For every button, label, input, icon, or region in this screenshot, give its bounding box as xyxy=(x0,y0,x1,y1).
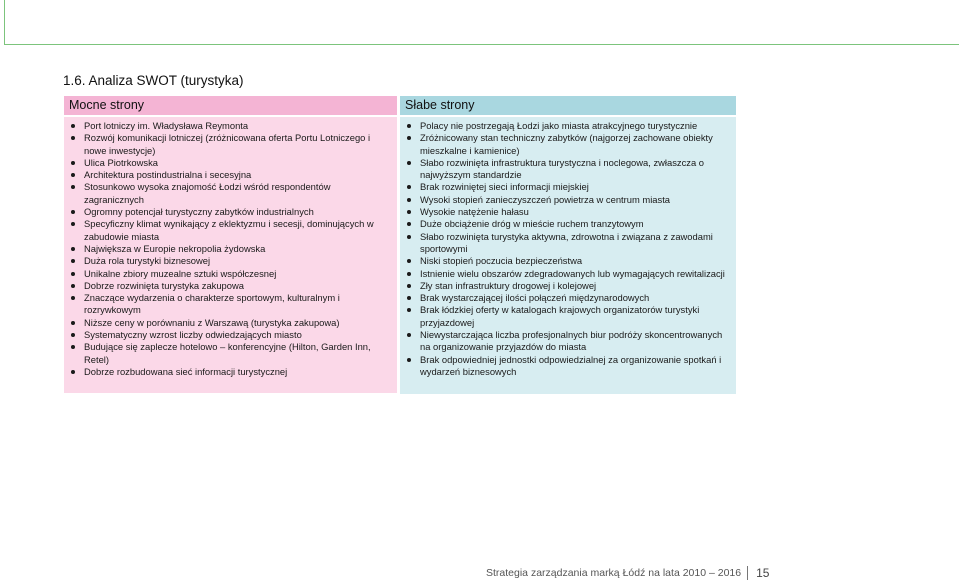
list-item xyxy=(69,157,389,169)
bullet-icon xyxy=(71,161,75,165)
weaknesses-body xyxy=(400,117,736,394)
list-item-text: Duże obciążenie dróg w mieście ruchem tranzytowym xyxy=(420,218,644,230)
bullet-icon xyxy=(71,272,75,276)
list-item-text: Zły stan infrastruktury drogowej i kolejowej xyxy=(420,279,597,291)
list-item xyxy=(69,292,389,317)
list-item xyxy=(405,280,728,292)
bullet-icon xyxy=(71,136,75,140)
strengths-panel xyxy=(64,96,397,393)
list-item xyxy=(69,255,389,267)
bullet-icon xyxy=(71,296,75,300)
list-item xyxy=(405,132,728,157)
list-item xyxy=(405,329,728,354)
list-item xyxy=(69,169,389,181)
list-item xyxy=(405,304,728,329)
list-item xyxy=(69,268,389,280)
bullet-icon xyxy=(71,222,75,226)
list-item xyxy=(405,268,728,280)
list-item-text: Brak łódzkiej oferty w katalogach krajowych organizatorów turystyki przyjazdowej xyxy=(420,304,700,328)
list-item-text: Ulica Piotrkowska xyxy=(84,156,158,168)
list-item-text: Istnienie wielu obszarów zdegradowanych lub wymagających rewitalizacji xyxy=(420,267,725,279)
list-item-text: Budujące się zaplecze hotelowo – konferencyjne (Hilton, Garden Inn, Retel) xyxy=(84,341,371,365)
list-item-text: Duża rola turystyki biznesowej xyxy=(84,255,211,267)
list-item-text: Znaczące wydarzenia o charakterze sportowym, kulturalnym i rozrywkowym xyxy=(84,292,340,316)
list-item xyxy=(405,206,728,218)
bullet-icon xyxy=(407,198,411,202)
weaknesses-list xyxy=(405,120,728,378)
bullet-icon xyxy=(71,173,75,177)
bullet-icon xyxy=(71,124,75,128)
bullet-icon xyxy=(71,333,75,337)
list-item-text: Brak wystarczającej ilości połączeń międzynarodowych xyxy=(420,292,650,304)
bullet-icon xyxy=(407,272,411,276)
list-item-text: Port lotniczy im. Władysława Reymonta xyxy=(84,120,249,131)
strengths-list xyxy=(69,120,389,378)
frame-line-horizontal xyxy=(4,44,959,45)
list-item xyxy=(69,206,389,218)
bullet-icon xyxy=(71,345,75,349)
bullet-icon xyxy=(407,161,411,165)
list-item-text: Brak odpowiedniej jednostki odpowiedzialnej za organizowanie spotkań i wydarzeń biznesowych xyxy=(420,353,722,377)
list-item-text: Ogromny potencjał turystyczny zabytków industrialnych xyxy=(84,206,314,218)
list-item-text: Niski stopień poczucia bezpieczeństwa xyxy=(420,255,583,267)
bullet-icon xyxy=(407,210,411,214)
page-number: 15 xyxy=(756,566,770,580)
list-item-text: Stosunkowo wysoka znajomość Łodzi wśród respondentów zagranicznych xyxy=(84,181,331,205)
bullet-icon xyxy=(71,284,75,288)
bullet-icon xyxy=(71,370,75,374)
list-item xyxy=(405,194,728,206)
list-item-text: Rozwój komunikacji lotniczej (zróżnicowana oferta Portu Lotniczego i nowe inwestycje) xyxy=(84,132,371,156)
bullet-icon xyxy=(407,222,411,226)
list-item xyxy=(69,280,389,292)
list-item xyxy=(405,354,728,379)
bullet-icon xyxy=(71,210,75,214)
list-item-text: Unikalne zbiory muzealne sztuki współczesnej xyxy=(84,267,277,279)
list-item-text: Wysoki stopień zanieczyszczeń powietrza w centrum miasta xyxy=(420,193,671,205)
footer-text: Strategia zarządzania marką Łódź na lata 2010 – 2016 xyxy=(486,567,742,579)
bullet-icon xyxy=(407,358,411,362)
list-item-text: Wysokie natężenie hałasu xyxy=(420,206,529,218)
list-item-text: Słabo rozwinięta turystyka aktywna, zdrowotna i związana z zawodami sportowymi xyxy=(420,230,713,254)
bullet-icon xyxy=(407,333,411,337)
list-item xyxy=(69,317,389,329)
bullet-icon xyxy=(71,259,75,263)
list-item-text: Systematyczny wzrost liczby odwiedzających miasto xyxy=(84,329,302,341)
list-item xyxy=(69,341,389,366)
weaknesses-panel xyxy=(400,96,736,394)
list-item xyxy=(69,218,389,243)
bullet-icon xyxy=(407,259,411,263)
strengths-body xyxy=(64,117,397,393)
list-item xyxy=(405,255,728,267)
list-item-text: Specyficzny klimat wynikający z eklektyzmu i secesji, dominujących w zabudowie miasta xyxy=(84,218,374,242)
list-item-text: Największa w Europie nekropolia żydowska xyxy=(84,242,266,254)
bullet-icon xyxy=(407,136,411,140)
list-item-text: Architektura postindustrialna i secesyjna xyxy=(84,169,252,181)
bullet-icon xyxy=(71,247,75,251)
list-item-text: Brak rozwiniętej sieci informacji miejskiej xyxy=(420,181,589,193)
frame-line-vertical xyxy=(4,0,5,45)
footer-divider xyxy=(747,566,748,580)
list-item xyxy=(405,231,728,256)
bullet-icon xyxy=(407,296,411,300)
list-item xyxy=(69,120,389,132)
bullet-icon xyxy=(407,235,411,239)
weaknesses-header: Słabe strony xyxy=(400,96,736,115)
section-title: 1.6. Analiza SWOT (turystyka) xyxy=(63,73,244,88)
bullet-icon xyxy=(71,321,75,325)
list-item-text: Polacy nie postrzegają Łodzi jako miasta atrakcyjnego turystycznie xyxy=(420,120,698,131)
strengths-header: Mocne strony xyxy=(64,96,397,115)
bullet-icon xyxy=(407,308,411,312)
list-item xyxy=(69,181,389,206)
list-item xyxy=(69,366,389,378)
list-item-text: Słabo rozwinięta infrastruktura turystyczna i noclegowa, zwłaszcza o najwyższym standardzie xyxy=(420,156,704,181)
list-item-text: Dobrze rozwinięta turystyka zakupowa xyxy=(84,279,244,291)
bullet-icon xyxy=(407,124,411,128)
list-item-text: Dobrze rozbudowana sieć informacji turystycznej xyxy=(84,365,288,377)
list-item-text: Niewystarczająca liczba profesjonalnych biur podróży skoncentrowanych na organizowanie przyjazdów do miasta xyxy=(420,329,723,353)
bullet-icon xyxy=(71,185,75,189)
list-item xyxy=(405,120,728,132)
list-item xyxy=(69,329,389,341)
list-item xyxy=(405,157,728,182)
list-item-text: Zróżnicowany stan techniczny zabytków (najgorzej zachowane obiekty mieszkalne i kamienice) xyxy=(420,132,713,156)
list-item xyxy=(69,243,389,255)
list-item xyxy=(405,292,728,304)
list-item-text: Niższe ceny w porównaniu z Warszawą (turystyka zakupowa) xyxy=(84,316,340,328)
bullet-icon xyxy=(407,284,411,288)
bullet-icon xyxy=(407,185,411,189)
page-footer xyxy=(486,566,769,580)
list-item xyxy=(69,132,389,157)
list-item xyxy=(405,181,728,193)
list-item xyxy=(405,218,728,230)
